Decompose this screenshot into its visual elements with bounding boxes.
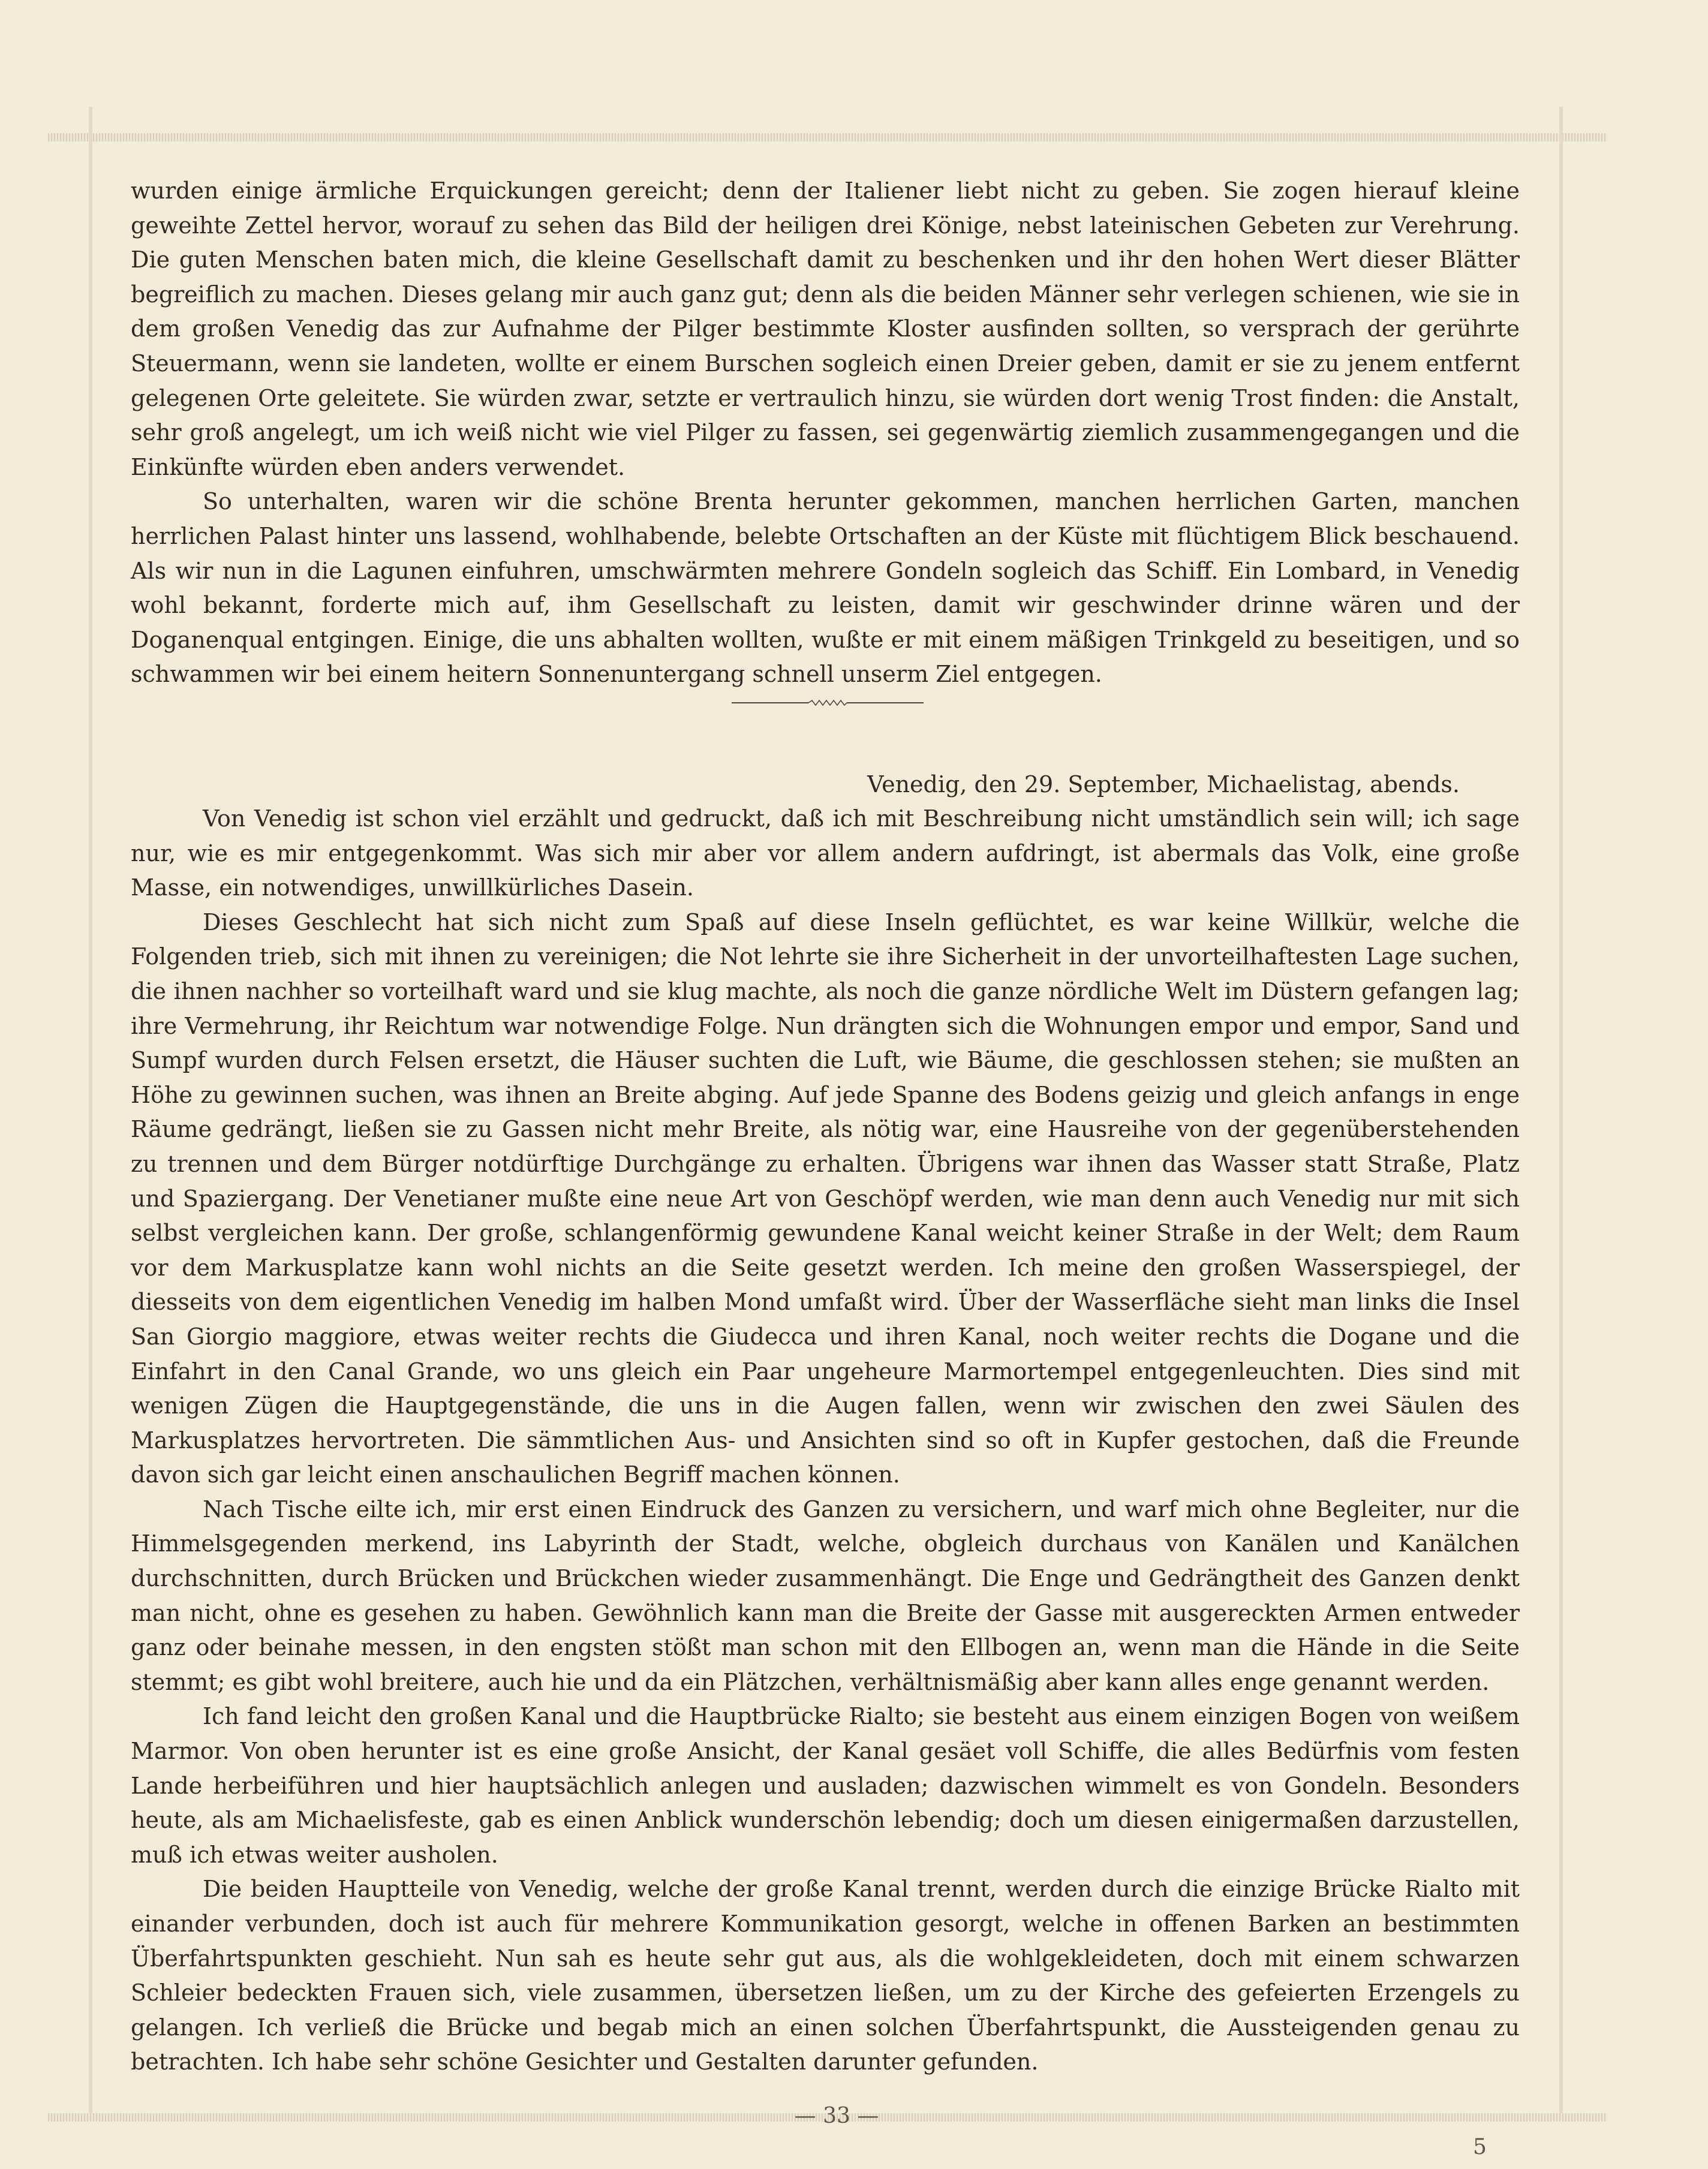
paragraph: Die beiden Hauptteile von Venedig, welche der große Kanal trennt, werden durch die einzige Brücke Rialto mit einander verbunden, doch ist auch für mehrere Kommunikation gesorgt, welche in offenen Barken an bestimmten Überfahrtspunkten geschieht. Nun sah es heute sehr gut aus, als die wohlgekleideten, doch mit einem schwarzen Schleier bedeckten Frauen sich, viele zusammen, übersetzen ließen, um zu der Kirche des gefeierten Erzengels zu gelangen. Ich verließ die Brücke und begab mich an einen solchen Überfahrtspunkt, die Aussteigenden genau zu betrachten. Ich habe sehr schöne Gesichter und Gestalten darunter gefunden. <box>131 1876 1520 2075</box>
signature-mark: 5 <box>1473 2135 1487 2159</box>
paragraph: wurden einige ärmliche Erquickungen gereicht; denn der Italiener liebt nicht zu geben. Sie zogen hierauf kleine geweihte Zettel hervor, worauf zu sehen das Bild der heiligen drei Könige, nebst lateinischen Gebeten zur Verehrung. Die guten Menschen baten mich, die kleine Gesellschaft damit zu beschenken und ihr den hohen Wert dieser Blätter begreiflich zu machen. Dieses gelang mir auch ganz gut; denn als die beiden Männer sehr verlegen schienen, wie sie in dem großen Venedig das zur Aufnahme der Pilger bestimmte Kloster ausfinden sollten, so versprach der gerührte Steuermann, wenn sie landeten, wollte er einem Burschen sogleich einen Dreier geben, damit er sie zu jenem entfernt gelegenen Orte geleitete. Sie würden zwar, setzte er vertraulich hinzu, sie würden dort wenig Trost finden: die Anstalt, sehr groß angelegt, um ich weiß nicht wie viel Pilger zu fassen, sei gegenwärtig ziemlich zusammengegangen und die Einkünfte würden eben anders verwendet. <box>131 178 1520 480</box>
paragraph: Nach Tische eilte ich, mir erst einen Eindruck des Ganzen zu versichern, und warf mich ohne Begleiter, nur die Himmelsgegenden merkend, ins Labyrinth der Stadt, welche, obgleich durchaus von Kanälen und Kanälchen durchschnitten, durch Brücken und Brückchen wieder zusammenhängt. Die Enge und Gedrängtheit des Ganzen denkt man nicht, ohne es gesehen zu haben. Gewöhnlich kann man die Breite der Gasse mit ausgereckten Armen entweder ganz oder beinahe messen, in den engsten stößt man schon mit den Ellbogen an, wenn man die Hände in die Seite stemmt; es gibt wohl breitere, auch hie und da ein Plätzchen, verhältnismäßig aber kann alles enge genannt werden. <box>131 1496 1520 1695</box>
paragraph: Ich fand leicht den großen Kanal und die Hauptbrücke Rialto; sie besteht aus einem einzigen Bogen von weißem Marmor. Von oben herunter ist es eine große Ansicht, der Kanal gesäet voll Schiffe, die alles Bedürfnis vom festen Lande herbeiführen und hier hauptsächlich anlegen und ausladen; dazwischen wimmelt es von Gondeln. Besonders heute, als am Michaelisfeste, gab es einen Anblick wunderschön lebendig; doch um diesen einigermaßen darzustellen, muß ich etwas weiter ausholen. <box>131 1703 1520 1868</box>
right-margin-bar <box>1559 107 1563 2122</box>
paragraph: So unterhalten, waren wir die schöne Brenta herunter gekommen, manchen herrlichen Garten, manchen herrlichen Palast hinter uns lassend, wohlhabende, belebte Ortschaften an der Küste mit flüchtigem Blick beschauend. Als wir nun in die Lagunen einfuhren, umschwärmten mehrere Gondeln sogleich das Schiff. Ein Lombard, in Venedig wohl bekannt, forderte mich auf, ihm Gesellschaft zu leisten, damit wir geschwinder drinne wären und der Doganenqual entgingen. Einige, die uns abhalten wollten, wußte er mit einem mäßigen Trinkgeld zu beseitigen, und so schwammen wir bei einem heitern Sonnenuntergang schnell unserm Ziel entgegen. <box>131 488 1520 688</box>
section-one <box>131 174 1520 692</box>
page-number: — 33 — <box>794 2104 879 2128</box>
paragraph: Von Venedig ist schon viel erzählt und gedruckt, daß ich mit Beschreibung nicht umständlich sein will; ich sage nur, wie es mir entgegenkommt. Was sich mir aber vor allem andern aufdringt, ist abermals das Volk, eine große Masse, ein notwendiges, unwillkürliches Dasein. <box>131 805 1520 901</box>
top-rule <box>48 133 1607 142</box>
dateline: Venedig, den 29. September, Michaelistag, abends. <box>867 771 1460 798</box>
section-divider <box>732 696 924 710</box>
left-margin-bar <box>89 107 92 2122</box>
section-two <box>131 802 1520 2080</box>
paragraph: Dieses Geschlecht hat sich nicht zum Spaß auf diese Inseln geflüchtet, es war keine Willkür, welche die Folgenden trieb, sich mit ihnen zu vereinigen; die Not lehrte sie ihre Sicherheit in der unvorteilhaftesten Lage suchen, die ihnen nachher so vorteilhaft ward und sie klug machte, als noch die ganze nördliche Welt im Düstern gefangen lag; ihre Vermehrung, ihr Reichtum war notwendige Folge. Nun drängten sich die Wohnungen empor und empor, Sand und Sumpf wurden durch Felsen ersetzt, die Häuser suchten die Luft, wie Bäume, die geschlossen stehen; sie mußten an Höhe zu gewinnen suchen, was ihnen an Breite abging. Auf jede Spanne des Bodens geizig und gleich anfangs in enge Räume gedrängt, ließen sie zu Gassen nicht mehr Breite, als nötig war, eine Hausreihe von der gegenüberstehenden zu trennen und dem Bürger notdürftige Durchgänge zu erhalten. Übrigens war ihnen das Wasser statt Straße, Platz und Spaziergang. Der Venetianer mußte eine neue Art von Geschöpf werden, wie man denn auch Venedig nur mit sich selbst vergleichen kann. Der große, schlangenförmig gewundene Kanal weicht keiner Straße in der Welt; dem Raum vor dem Markusplatze kann wohl nichts an die Seite gesetzt werden. Ich meine den großen Wasserspiegel, der diesseits von dem eigentlichen Venedig im halben Mond umfaßt wird. Über der Wasserfläche sieht man links die Insel San Giorgio maggiore, etwas weiter rechts die Giudecca und ihren Kanal, noch weiter rechts die Dogane und die Einfahrt in den Canal Grande, wo uns gleich ein Paar ungeheure Marmortempel entgegenleuchten. Dies sind mit wenigen Zügen die Hauptgegenstände, die uns in die Augen fallen, wenn wir zwischen den zwei Säulen des Markusplatzes hervortreten. Die sämmtlichen Aus- und Ansichten sind so oft in Kupfer gestochen, daß die Freunde davon sich gar leicht einen anschaulichen Begriff machen können. <box>131 908 1520 1488</box>
